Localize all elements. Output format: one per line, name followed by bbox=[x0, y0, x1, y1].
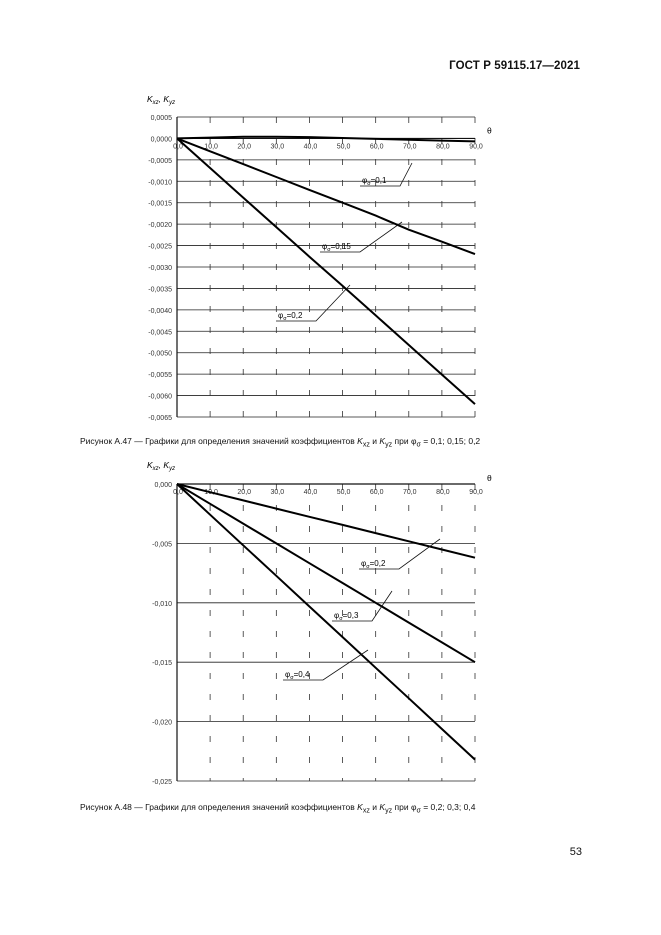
caption-k1-sub: xz bbox=[362, 440, 370, 449]
y-axis-label: $K_{xz}$, $K_{yz}$ bbox=[147, 94, 176, 106]
x-tick-label: 10,0 bbox=[204, 143, 218, 151]
caption-k2-sub: yz bbox=[385, 440, 393, 449]
page-number: 53 bbox=[569, 846, 582, 858]
x-tick-label: 40,0 bbox=[303, 143, 318, 151]
y-tick-label: 0,0000 bbox=[150, 136, 172, 144]
y-tick-label: 0,0005 bbox=[150, 115, 172, 122]
series-line-1 bbox=[177, 137, 475, 142]
x-tick-label: 70,0 bbox=[402, 489, 417, 496]
caption-values: = 0,1; 0,15; 0,2 bbox=[420, 436, 481, 446]
y-tick-label: -0,015 bbox=[152, 660, 172, 668]
y-tick-label: -0,0055 bbox=[148, 372, 172, 380]
x-axis-label: θ bbox=[487, 473, 492, 483]
y-tick-label: -0,020 bbox=[152, 719, 172, 727]
x-tick-label: 30,0 bbox=[270, 143, 285, 151]
y-tick-label: -0,0060 bbox=[148, 393, 172, 401]
y-tick-label: -0,0020 bbox=[148, 222, 172, 230]
series-label-3: $\varphi_\sigma=0,2$ bbox=[278, 311, 303, 322]
document-id: ГОСТ Р 59115.17—2021 bbox=[449, 60, 580, 72]
caption-phi-sub: σ bbox=[416, 440, 421, 449]
caption-k1: K bbox=[357, 802, 363, 812]
x-tick-label: 0,0 bbox=[173, 143, 183, 151]
caption-mid: и bbox=[369, 802, 380, 812]
x-tick-label: 90,0 bbox=[469, 143, 483, 151]
y-tick-label: -0,0040 bbox=[148, 307, 172, 315]
x-tick-label: 50,0 bbox=[336, 489, 351, 496]
caption-phi-sub: σ bbox=[416, 806, 421, 815]
x-tick-label: 70,0 bbox=[402, 143, 417, 151]
caption-phi: φ bbox=[410, 436, 417, 446]
series-label-3: $\varphi_\sigma=0,4$ bbox=[285, 670, 310, 681]
y-tick-label: -0,0065 bbox=[148, 415, 172, 422]
caption-prefix: Рисунок А.47 — Графики для определения значений коэффициентов bbox=[80, 436, 358, 446]
series-line-1 bbox=[177, 484, 475, 558]
y-tick-label: 0,000 bbox=[154, 482, 172, 489]
y-tick-label: -0,0025 bbox=[148, 243, 172, 251]
x-tick-label: 30,0 bbox=[270, 489, 285, 496]
x-tick-label: 60,0 bbox=[369, 143, 384, 151]
x-tick-label: 20,0 bbox=[237, 143, 252, 151]
series-label-2: $\varphi_\sigma=0,3$ bbox=[334, 611, 359, 622]
series-line-2 bbox=[177, 484, 475, 662]
x-tick-label: 50,0 bbox=[336, 143, 351, 151]
y-tick-label: -0,0015 bbox=[148, 200, 172, 208]
y-tick-label: -0,0030 bbox=[148, 265, 172, 272]
series-line-3 bbox=[177, 484, 475, 760]
x-tick-label: 40,0 bbox=[303, 489, 318, 496]
caption-pri: при bbox=[392, 802, 411, 812]
series-label-1: $\varphi_\sigma=0,1$ bbox=[362, 176, 387, 187]
x-tick-label: 10,0 bbox=[204, 489, 218, 496]
caption-pri: при bbox=[392, 436, 411, 446]
caption-k1: K bbox=[357, 436, 363, 446]
caption-values: = 0,2; 0,3; 0,4 bbox=[420, 802, 476, 812]
caption-fig48 bbox=[80, 802, 475, 815]
chart-fig48 bbox=[0, 455, 661, 795]
series-label-2: $\varphi_\sigma=0,15$ bbox=[322, 242, 351, 253]
caption-fig47 bbox=[80, 436, 480, 449]
caption-k2-sub: yz bbox=[385, 806, 393, 815]
y-axis-label: $K_{xz}$, $K_{yz}$ bbox=[147, 460, 176, 472]
caption-prefix: Рисунок А.48 — Графики для определения значений коэффициентов bbox=[80, 802, 358, 812]
x-tick-label: 90,0 bbox=[469, 489, 483, 496]
x-tick-label: 60,0 bbox=[369, 489, 384, 496]
caption-k1-sub: xz bbox=[362, 806, 370, 815]
x-axis-label: θ bbox=[487, 125, 492, 136]
y-tick-label: -0,0035 bbox=[148, 286, 172, 294]
chart-fig47 bbox=[0, 88, 661, 428]
y-tick-label: -0,025 bbox=[152, 779, 172, 786]
series-line-2 bbox=[177, 138, 475, 254]
y-tick-label: -0,0045 bbox=[148, 329, 172, 337]
x-tick-label: 80,0 bbox=[436, 143, 450, 151]
caption-k2: K bbox=[379, 436, 386, 446]
caption-phi: φ bbox=[410, 802, 417, 812]
caption-k2: K bbox=[379, 802, 386, 812]
x-tick-label: 0,0 bbox=[173, 489, 183, 496]
series-line-3 bbox=[177, 138, 475, 404]
x-tick-label: 80,0 bbox=[436, 489, 450, 496]
y-tick-label: -0,0050 bbox=[148, 350, 172, 358]
y-tick-label: -0,0005 bbox=[148, 157, 172, 165]
y-tick-label: -0,0010 bbox=[148, 179, 172, 187]
series-label-1: $\varphi_\sigma=0,2$ bbox=[361, 559, 386, 570]
x-tick-label: 20,0 bbox=[237, 489, 252, 496]
y-tick-label: -0,005 bbox=[152, 541, 172, 549]
caption-mid: и bbox=[369, 436, 380, 446]
y-tick-label: -0,010 bbox=[152, 600, 172, 608]
